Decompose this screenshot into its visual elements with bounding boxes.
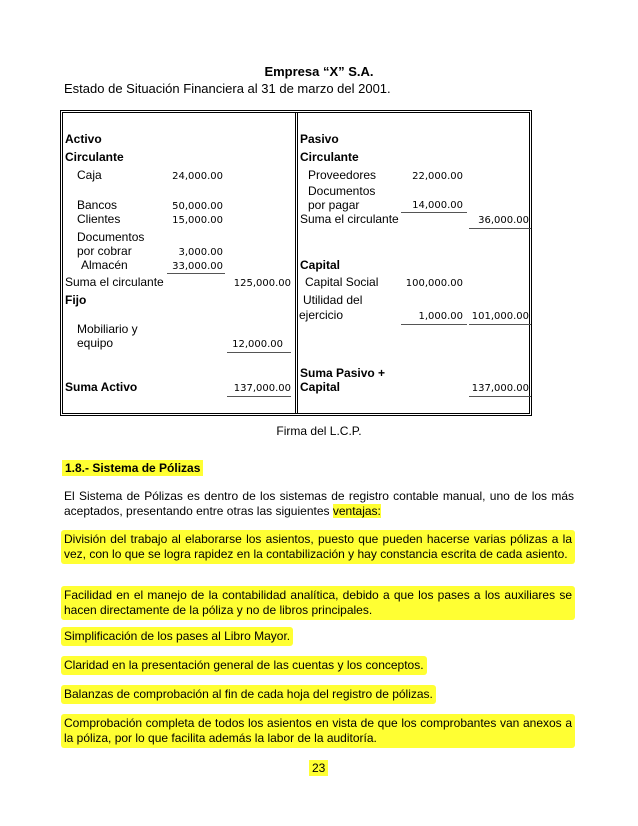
activo-suma-circulante-label: Suma el circulante [65,275,164,289]
proveedores-label: Proveedores [308,168,377,182]
utilidad-label-1: Utilidad del [303,293,363,307]
documentos-pagar-underline [401,212,467,213]
pasivo-suma-circulante-underline [469,228,531,229]
documentos-pagar-label-2: por pagar [308,198,360,212]
intro-text: El Sistema de Pólizas es dentro de los sistemas de registro contable manual, uno de los más aceptados, presentando entre otras las siguientes [64,489,574,518]
pasivo-suma-circulante-label: Suma el circulante [300,212,399,226]
suma-pasivo-capital-label-2: Capital [300,380,341,394]
section-title: 1.8.- Sistema de Pólizas [62,460,203,476]
mobiliario-underline [227,352,291,353]
advantage-item: Comprobación completa de todos los asientos en vista de que los comprobantes van anexos a la póliza, por lo que facilita además la labor de la auditoría. [61,714,575,748]
suma-pasivo-capital-label-1: Suma Pasivo + [300,366,386,380]
mobiliario-value: 12,000.00 [232,339,283,350]
balance-sheet-table [60,110,532,416]
page-number: 23 [309,760,328,776]
advantage-item: Balanzas de comprobación al fin de cada hoja del registro de pólizas. [61,685,436,704]
almacen-label: Almacén [81,258,128,272]
intro-highlight: ventajas: [332,504,381,518]
document-subtitle: Estado de Situación Financiera al 31 de marzo del 2001. [64,81,391,96]
clientes-label: Clientes [77,212,121,226]
pasivo-suma-circulante-value: 36,000.00 [478,215,529,226]
proveedores-value: 22,000.00 [412,171,463,182]
capital-social-label: Capital Social [305,275,379,289]
suma-activo-underline [227,396,291,397]
mobiliario-label-2: equipo [77,336,114,350]
clientes-value: 15,000.00 [172,215,223,226]
caja-label: Caja [77,168,102,182]
fijo-heading: Fijo [65,293,87,307]
advantage-item: Facilidad en el manejo de la contabilidad analítica, debido a que los pases a los auxiliares se hacen directamente de la póliza y no de libros principales. [61,586,575,620]
suma-activo-value: 137,000.00 [233,383,291,394]
capital-total-underline [469,324,531,325]
mobiliario-label-1: Mobiliario y [77,322,138,336]
advantage-item: Claridad en la presentación general de las cuentas y los conceptos. [61,656,427,675]
pasivo-heading: Pasivo [300,132,339,146]
activo-heading: Activo [65,132,102,146]
documentos-pagar-label-1: Documentos [308,184,376,198]
utilidad-label-2: ejercicio [299,308,344,322]
signature-line: Firma del L.C.P. [276,424,362,438]
utilidad-value: 1,000.00 [418,311,463,322]
document-title: Empresa “X” S.A. [264,64,374,79]
capital-social-value: 100,000.00 [405,278,463,289]
bancos-label: Bancos [77,198,118,212]
capital-heading: Capital [300,258,341,272]
advantage-item: División del trabajo al elaborarse los asientos, puesto que pueden hacerse varias pólizas a la vez, con lo que se logra rapidez en la contabilización y hay constancia escrita de cada asiento. [61,530,575,564]
intro-paragraph [64,489,574,519]
suma-pasivo-capital-value: 137,000.00 [471,383,529,394]
documentos-cobrar-label-1: Documentos [77,230,145,244]
table-divider [295,113,298,413]
suma-pasivo-capital-underline [469,396,531,397]
activo-circulante-heading: Circulante [65,150,124,164]
activo-suma-circulante-value: 125,000.00 [233,278,291,289]
utilidad-underline [401,324,467,325]
bancos-value: 50,000.00 [172,201,223,212]
documentos-cobrar-label-2: por cobrar [77,244,132,258]
pasivo-circulante-heading: Circulante [300,150,359,164]
caja-value: 24,000.00 [172,171,223,182]
almacen-value: 33,000.00 [172,261,223,272]
almacen-underline [167,273,225,274]
documentos-pagar-value: 14,000.00 [412,200,463,211]
documentos-cobrar-value: 3,000.00 [178,247,223,258]
suma-activo-label: Suma Activo [65,380,138,394]
capital-total-value: 101,000.00 [471,311,529,322]
advantage-item: Simplificación de los pases al Libro Mayor. [61,627,293,646]
